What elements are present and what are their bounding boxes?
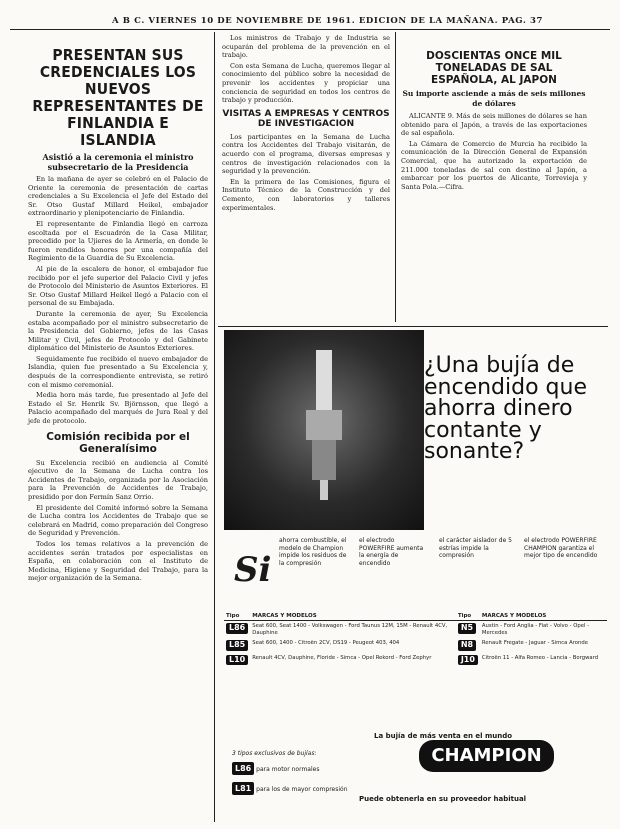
paragraph: En la primera de las Comisiones, figura el Instituto Técnico de la Construcción y del Cemento, con laboratorios y talleres experimentales. — [222, 177, 390, 212]
column-rule — [214, 32, 215, 822]
models-cell: Seat 600, 1400 - Citroën 2CV, DS19 - Peugeot 403, 404 — [252, 640, 400, 646]
small-item-text: para los de mayor compresión — [256, 786, 348, 793]
ad-si: Si — [234, 550, 272, 590]
table-row — [224, 621, 607, 639]
type-badge: L81 — [232, 782, 254, 795]
paragraph: El representante de Finlandia llegó en carroza escoltada por el Escuadrón de la Casa Militar, precedido por la Ujieres de la Armería, en donde le fueron rendidos honores por una compañía del Regimiento de la Guardia de Su Excelencia. — [28, 219, 208, 263]
small-item — [232, 762, 319, 775]
divider — [218, 326, 608, 327]
table-header: MARCAS Y MODELOS — [250, 612, 456, 621]
spark-plug-photo — [224, 330, 424, 530]
paragraph: Durante la ceremonia de ayer, Su Excelencia estaba acompañado por el ministro subsecretario de la Presidencia del Gobierno, jefes de las Casas Militar y Civil, jefes de Protocolo y del Gabinete diplomático del Ministerio de Asuntos Exteriores. — [28, 309, 208, 353]
running-head: A B C. VIERNES 10 DE NOVIEMBRE DE 1961. EDICION DE LA MAÑANA. PAG. 37 — [112, 16, 544, 26]
ad-headline: ¿Una bujía de encendido que ahorra dinero contante y sonante? — [424, 353, 587, 464]
paragraph: Su Excelencia recibió en audiencia al Comité ejecutivo de la Semana de Lucha contra los Accidentes de Trabajo, organizada por la Asociación para la Prevención de Accidentes de Trabajo, presidido por don Fermín Sanz Orrio. — [28, 458, 208, 501]
feature-text: el electrodo POWERFIRE CHAMPION garantiza el mejor tipo de encendido — [524, 537, 598, 559]
type-badge: L86 — [232, 762, 254, 775]
model-table — [224, 612, 607, 667]
type-badge: L10 — [226, 655, 248, 666]
paragraph: Media hora más tarde, fue presentado al Jefe del Estado el Sr. Henrik Sv. Björnsson, que llegó a Palacio acompañado del marqués de Jura Real y del jefe de protocolo. — [28, 391, 208, 426]
dealer-line: Puede obtenerla en su proveedor habitual — [359, 795, 527, 803]
type-badge: J10 — [458, 655, 478, 666]
subhead-sal: Su importe asciende a más de seis millones de dólares — [402, 89, 586, 108]
left-column — [28, 47, 208, 585]
table-row — [224, 638, 607, 653]
table-header: Tipo — [224, 612, 250, 621]
table-header: Tipo — [456, 612, 480, 621]
table-row — [224, 653, 607, 668]
paragraph: Con esta Semana de Lucha, queremos llegar al conocimiento del público sobre la necesidad de prevenir los accidentes y propiciar una conciencia de seguridad en todos los centros de trabajo y producción. — [222, 61, 390, 105]
headline-visitas: VISITAS A EMPRESAS Y CENTROS DE INVESTIGACION — [222, 108, 390, 129]
feature-text: el carácter aislador de 5 estrías impide la compresión — [439, 537, 512, 559]
models-cell: Seat 600, Seat 1400 - Volkswagen - Ford Taunus 12M, 15M - Renault 4CV, Dauphine — [252, 623, 448, 636]
type-badge: L86 — [226, 623, 248, 634]
paragraph: Todos los temas relativos a la prevención de accidentes serán tratados por especialistas en España, en colaboración con el Instituto de Medicina, Higiene y Seguridad del Trabajo, para la mejor organización de la Semana. — [28, 539, 208, 583]
right-column — [401, 50, 587, 193]
models-cell: Renault 4CV, Dauphine, Floride - Simca - Opel Rekord - Ford Zephyr — [252, 654, 432, 661]
headline-sal: DOSCIENTAS ONCE MIL TONELADAS DE SAL ESPAÑOLA, AL JAPON — [426, 50, 562, 86]
paragraph: La Cámara de Comercio de Murcia ha recibido la comunicación de la Dirección General de Expansión Comercial, que ha autorizado la exportación de 211.000 toneladas de sal con destino al Japón, a embarcar por los puertos de Alicante, Torrevieja y Santa Pola.—Cifra. — [401, 139, 587, 191]
paragraph: El presidente del Comité informó sobre la Semana de Lucha contra los Accidentes de Trabajo que se celebrará en Madrid, como preparación del Congreso de Seguridad y Prevención. — [28, 503, 208, 538]
type-badge: N8 — [458, 640, 476, 651]
feature-text: ahorra combustible, el modelo de Champion impide los residuos de la compresión — [279, 537, 347, 567]
models-cell: Renault Fregate - Jaguar - Simca Aronde — [481, 640, 588, 646]
paragraph: Al pie de la escalera de honor, el embajador fue recibido por el jefe superior del Palacio Civil y jefes de Protocolo del Ministerio de Asuntos Exteriores. El Sr. Otso Gustaf Millard Heikel llegó a Palacio con el personal de su Embajada. — [28, 264, 208, 308]
ad-tagline: La bujía de más venta en el mundo — [374, 732, 513, 740]
middle-column — [222, 34, 390, 214]
champion-logo: CHAMPION — [419, 740, 554, 772]
type-badge: N5 — [458, 623, 476, 634]
models-cell: Austin - Ford Anglia - Fiat - Volvo - Opel - Mercedes — [481, 623, 590, 636]
column-rule — [395, 32, 396, 322]
divider — [10, 29, 610, 30]
champion-advertisement — [224, 330, 607, 818]
bottom-label: 3 tipos exclusivos de bujías: — [232, 750, 317, 757]
headline-credenciales: PRESENTAN SUS CREDENCIALES LOS NUEVOS REPRESENTANTES DE FINLANDIA E ISLANDIA — [32, 46, 204, 149]
type-badge: L85 — [226, 640, 248, 651]
small-item-text: para motor normales — [256, 766, 320, 773]
table-header: MARCAS Y MODELOS — [480, 612, 607, 621]
models-cell: Citroën 11 - Alfa Romeo - Lancia - Borgward — [481, 654, 599, 661]
feature-text: el electrodo POWERFIRE aumenta la energía de encendido — [359, 537, 424, 567]
paragraph: ALICANTE 9. Más de seis millones de dólares se han obtenido para el Japón, a través de las exportaciones de sal española. — [401, 112, 587, 138]
paragraph: En la mañana de ayer se celebró en el Palacio de Oriente la ceremonia de presentación de cartas credenciales a Su Excelencia el Jefe del Estado del Sr. Otso Gustaf Millard Heikel, embajador extraordinario y plenipotenciario de Finlandia. — [28, 175, 208, 218]
subhead-credenciales: Asistió a la ceremonia el ministro subsecretario de la Presidencia — [42, 152, 194, 172]
headline-comision: Comisión recibida por el Generalísimo — [46, 430, 190, 455]
paragraph: Los ministros de Trabajo y de Industria se ocuparán del problema de la prevención en el trabajo. — [222, 34, 390, 60]
small-item — [232, 782, 348, 795]
paragraph: Los participantes en la Semana de Lucha contra los Accidentes del Trabajo visitarán, de acuerdo con el programa, diversas empresas y centros de investigación relacionados con la seguridad y la prevención. — [222, 132, 390, 176]
spark-plug-icon — [224, 330, 424, 530]
paragraph: Seguidamente fue recibido el nuevo embajador de Islandia, quien fue presentado a Su Excelencia y, después de la correspondiente entrevista, se retiró con el mismo ceremonial. — [28, 354, 208, 389]
